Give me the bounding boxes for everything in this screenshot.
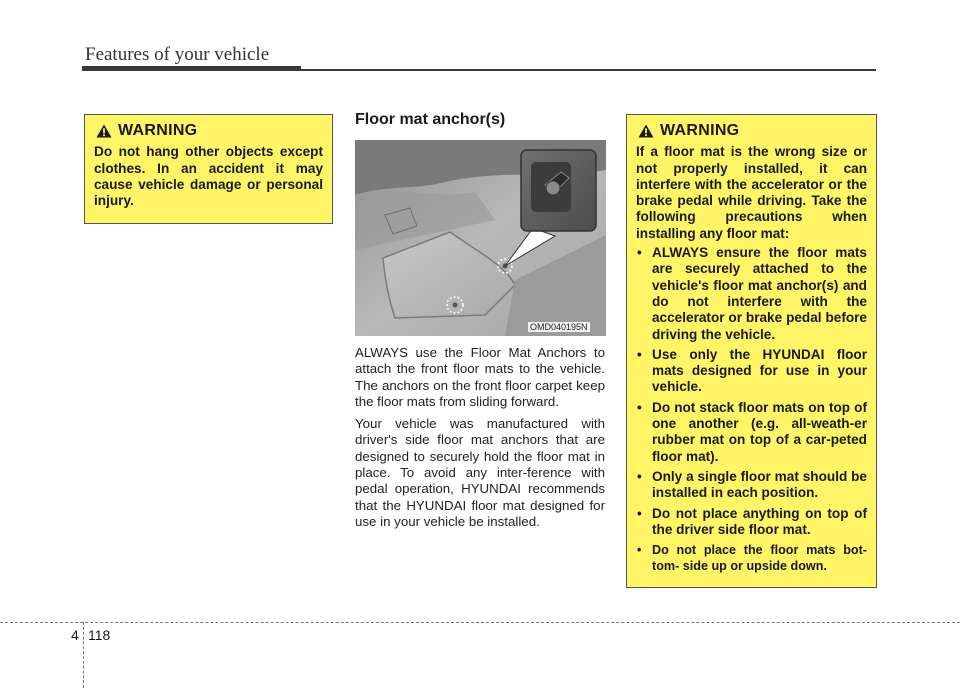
floor-mat-anchor-photo xyxy=(355,140,606,336)
warning-triangle-icon xyxy=(96,124,112,138)
right-warning-intro: If a floor mat is the wrong size or not properly installed, it can interfere with the accelerator or the brake pedal while driving. Take the following precautions when installing any floor mat: xyxy=(636,144,867,241)
warning-list-item: • ALWAYS ensure the floor mats are securely attached to the vehicle's floor mat anchor(s) and do not interfere with the accelerator or brake pedal before driving the vehicle. xyxy=(637,245,867,342)
right-warning-list xyxy=(636,245,867,575)
section-body-text xyxy=(355,345,605,536)
body-paragraph: ALWAYS use the Floor Mat Anchors to attach the front floor mats to the vehicle. The anchors on the front floor carpet keep the floor mats from sliding forward. xyxy=(355,345,605,409)
warning-list-item: • Do not place anything on top of the driver side floor mat. xyxy=(637,505,867,537)
photo-code-label: OMD040195N xyxy=(530,322,588,332)
left-warning-text: Do not hang other objects except clothes. In an accident it may cause vehicle damage or personal injury. xyxy=(94,144,323,209)
warning-list-item: • Only a single floor mat should be installed in each position. xyxy=(637,468,867,501)
page-section-number: 4 xyxy=(71,627,79,643)
section-title: Floor mat anchor(s) xyxy=(355,111,506,128)
left-warning-header xyxy=(96,123,323,139)
footer-rule-vertical xyxy=(83,622,85,688)
warning-triangle-icon xyxy=(638,124,654,138)
page-number: 118 xyxy=(88,627,111,643)
right-warning-header xyxy=(638,123,867,139)
left-warning-title: WARNING xyxy=(118,122,198,139)
page-header-title: Features of your vehicle xyxy=(85,44,270,65)
body-paragraph: Your vehicle was manufactured with driver's side floor mat anchors that are designed to securely hold the floor mat in place. To avoid any inter-ference with pedal operation, HYUNDAI recommends that the HYUNDAI floor mat designed for use in your vehicle be installed. xyxy=(355,416,605,529)
warning-list-item: • Do not stack floor mats on top of one another (e.g. all-weath-er rubber mat on top of a car-peted floor mat). xyxy=(637,399,867,464)
right-warning-box xyxy=(626,114,877,588)
right-warning-title: WARNING xyxy=(660,122,740,139)
left-warning-box xyxy=(84,114,333,224)
footer-rule-horizontal xyxy=(0,622,960,623)
warning-list-item: • Use only the HYUNDAI floor mats designed for use in your vehicle. xyxy=(637,346,867,395)
header-rule-thick xyxy=(82,66,301,71)
header-rule-thin xyxy=(301,69,876,71)
warning-list-item: • Do not place the floor mats bot-tom- side up or upside down. xyxy=(637,543,867,574)
